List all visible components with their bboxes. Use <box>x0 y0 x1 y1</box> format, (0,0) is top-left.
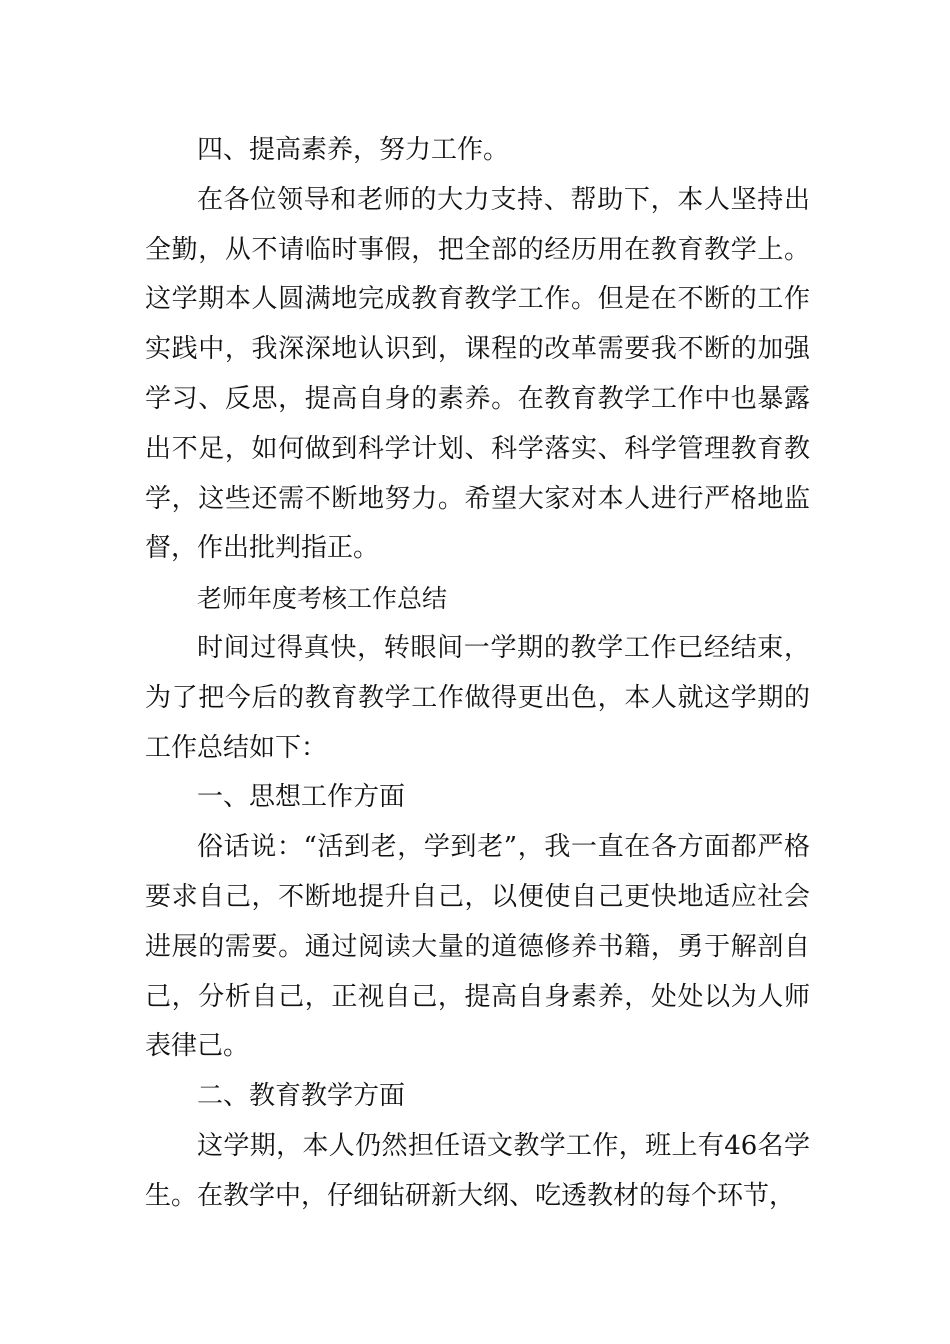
section-heading-two: 二、教育教学方面 <box>197 1081 406 1112</box>
section-heading-four: 四、提高素养，努力工作。 <box>197 135 510 165</box>
document-body <box>145 126 810 1222</box>
paragraph-ideology: 俗话说：“活到老，学到老”，我一直在各方面都严格要求自己，不断地提升自己，以便使自己更快地适应社会进展的需要。通过阅读大量的道德修养书籍，勇于解剖自己，分析自己，正视自己，提高自身素养，处处以为人师表律己。 <box>145 832 810 1062</box>
paragraph-teaching: 这学期，本人仍然担任语文教学工作，班上有46名学生。在教学中，仔细钻研新大纲、吃透教材的每个环节， <box>145 1130 810 1211</box>
paragraph-intro: 时间过得真快，转眼间一学期的教学工作已经结束，为了把今后的教育教学工作做得更出色，本人就这学期的工作总结如下： <box>145 632 810 763</box>
section-heading-one: 一、思想工作方面 <box>197 782 406 813</box>
document-title: 老师年度考核工作总结 <box>197 584 448 614</box>
paragraph-work-attendance: 在各位领导和老师的大力支持、帮助下，本人坚持出全勤，从不请临时事假，把全部的经历用在教育教学上。这学期本人圆满地完成教育教学工作。但是在不断的工作实践中，我深深地认识到，课程的改革需要我不断的加强学习、反思，提高自身的素养。在教育教学工作中也暴露出不足，如何做到科学计划、科学落实、科学管理教育教学，这些还需不断地努力。希望大家对本人进行严格地监督，作出批判指正。 <box>145 184 810 564</box>
